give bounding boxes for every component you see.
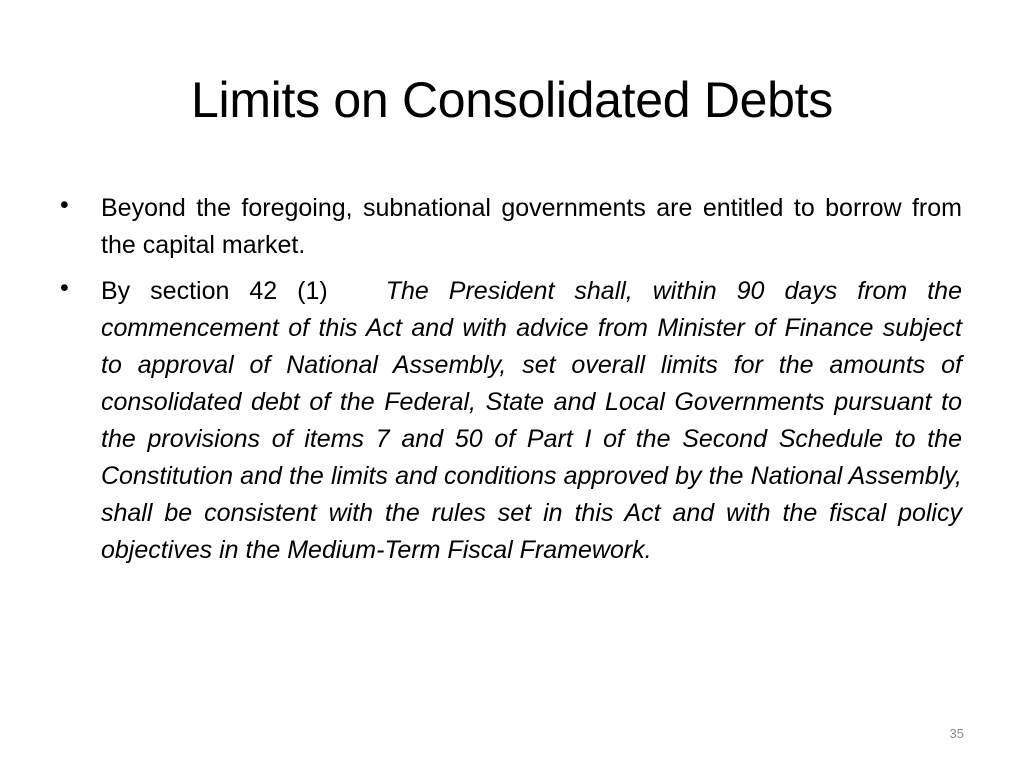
bullet-item-capital-market xyxy=(60,190,962,264)
bullet-dot-icon: • xyxy=(60,191,69,219)
section-reference: By section 42 (1) xyxy=(101,277,328,305)
bullet-text: Beyond the foregoing, subnational governments are entitled to borrow from the capital market. xyxy=(101,194,962,259)
section-quote: The President shall, within 90 days from the commencement of this Act and with advice from Minister of Finance subject to approval of National Assembly, set overall limits for the amounts of consolidated debt of the Federal, State and Local Governments pursuant to the provisions of items 7 and 50 of Part I of the Second Schedule to the Constitution and the limits and conditions approved by the National Assembly, shall be consistent with the rules set in this Act and with the fiscal policy objectives in the Medium-Term Fiscal Framework. xyxy=(101,277,962,564)
bullet-item-section-42 xyxy=(60,273,962,569)
page-number: 35 xyxy=(949,726,964,741)
slide-title: Limits on Consolidated Debts xyxy=(191,72,833,128)
bullet-dot-icon: • xyxy=(60,274,69,302)
bullet-list xyxy=(60,190,962,578)
